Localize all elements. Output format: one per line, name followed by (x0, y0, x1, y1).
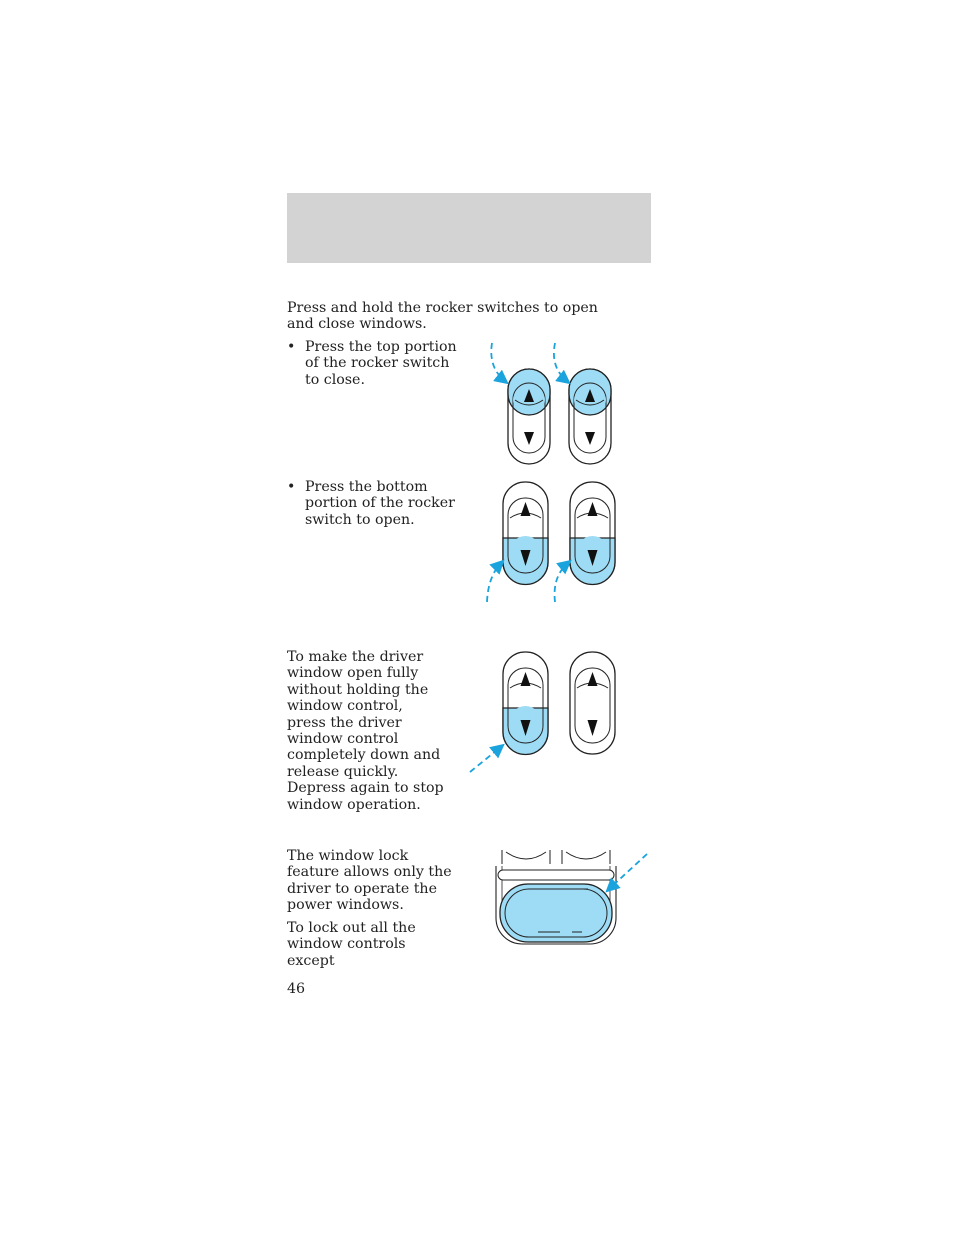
window-lock-figure (490, 848, 652, 948)
pointer-arrow-icon (470, 746, 502, 772)
pointer-arrow-icon (608, 854, 647, 890)
bullet-open (287, 479, 467, 528)
pointer-arrow-icon (554, 343, 568, 382)
express-down-paragraph: To make the driver window open fully without holding the window control, press the driver window control completely down and release quickly. Depress again to stop window operation. (287, 649, 444, 813)
intro-paragraph: Press and hold the rocker switches to open and close windows. (287, 300, 598, 333)
bullet-symbol: • (287, 479, 296, 495)
bullet-close (287, 339, 467, 388)
pointer-arrow-icon (491, 343, 506, 382)
bullet-symbol: • (287, 339, 296, 355)
section-header-band (287, 193, 651, 263)
rocker-switch-icon (570, 482, 615, 585)
rocker-switch-icon (508, 369, 550, 464)
window-lock-continued: To lock out all the window controls except (287, 920, 416, 969)
rocker-switch-icon (503, 652, 548, 755)
close-figure (480, 338, 620, 468)
open-figure (480, 478, 620, 606)
rocker-switch-icon (570, 652, 615, 754)
page-number: 46 (287, 981, 306, 997)
window-lock-button-icon (500, 884, 612, 942)
rocker-switch-icon (569, 369, 611, 464)
bullet-open-text: Press the bottom portion of the rocker switch to open. (305, 479, 455, 528)
rocker-switch-icon (503, 482, 548, 585)
pointer-arrow-icon (487, 562, 502, 602)
express-down-figure (466, 648, 620, 778)
window-lock-paragraph: The window lock feature allows only the driver to operate the power windows. (287, 848, 452, 914)
pointer-arrow-icon (555, 562, 569, 602)
bullet-close-text: Press the top portion of the rocker switch to close. (305, 339, 457, 388)
